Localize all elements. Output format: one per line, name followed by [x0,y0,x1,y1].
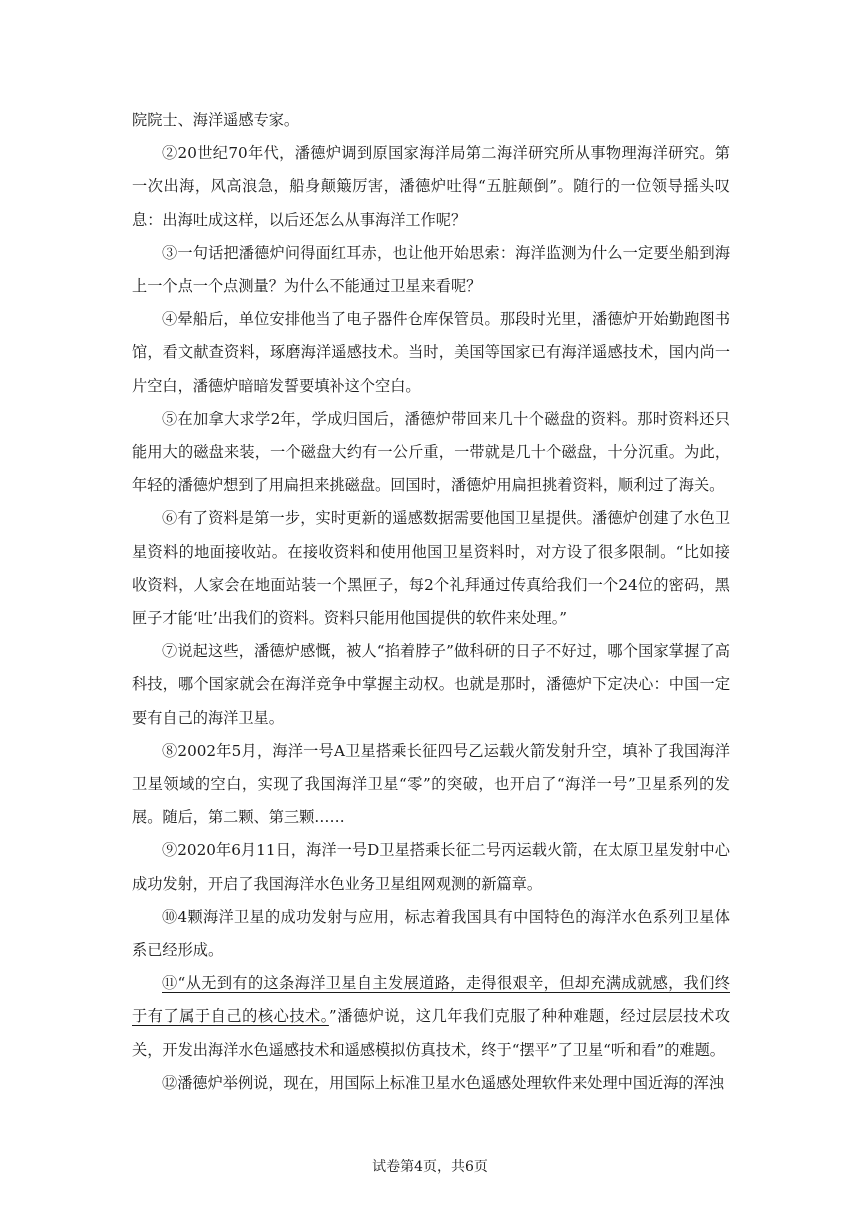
paragraph-continuation: 院院士、海洋遥感专家。 [132,111,300,129]
paragraph-2: ②20世纪70年代，潘德炉调到原国家海洋局第二海洋研究所从事物理海洋研究。第一次出海，风高浪急，船身颠簸厉害，潘德炉吐得“五脏颠倒”。随行的一位领导摇头叹息：出海吐成这样，以后还怎么从事海洋工作呢？ [132,144,730,229]
paragraph-7: ⑦说起这些，潘德炉感慨，被人“掐着脖子”做科研的日子不好过，哪个国家掌握了高科技，哪个国家就会在海洋竞争中掌握主动权。也就是那时，潘德炉下定决心：中国一定要有自己的海洋卫星。 [132,642,730,727]
article-body [132,104,730,1100]
paragraph-3: ③一句话把潘德炉问得面红耳赤，也让他开始思索：海洋监测为什么一定要坐船到海上一个点一个点测量？为什么不能通过卫星来看呢？ [132,243,730,296]
paragraph-10: ⑩4颗海洋卫星的成功发射与应用，标志着我国具有中国特色的海洋水色系列卫星体系已经形成。 [132,907,730,960]
paragraph-6: ⑥有了资料是第一步，实时更新的遥感数据需要他国卫星提供。潘德炉创建了水色卫星资料的地面接收站。在接收资料和使用他国卫星资料时，对方设了很多限制。“比如接收资料，人家会在地面站装一个黑匣子，每2个礼拜通过传真给我们一个24位的密码，黑匣子才能‘吐’出我们的资料。资料只能用他国提供的软件来处理。” [132,509,730,628]
paragraph-11-rest: ”潘德炉说，这几年我们克服了种种难题，经过层层技术攻关，开发出海洋水色遥感技术和遥感模拟仿真技术，终于“摆平”了卫星“听和看”的难题。 [132,1007,730,1059]
paragraph-11 [132,967,730,1067]
paragraph-9: ⑨2020年6月11日，海洋一号D卫星搭乘长征二号丙运载火箭，在太原卫星发射中心成功发射，开启了我国海洋水色业务卫星组网观测的新篇章。 [132,841,730,893]
paragraph-5: ⑤在加拿大求学2年，学成归国后，潘德炉带回来几十个磁盘的资料。那时资料还只能用大的磁盘来装，一个磁盘大约有一公斤重，一带就是几十个磁盘，十分沉重。为此，年轻的潘德炉想到了用扁担来挑磁盘。回国时，潘德炉用扁担挑着资料，顺利过了海关。 [132,409,730,495]
paragraph-4: ④晕船后，单位安排他当了电子器件仓库保管员。那段时光里，潘德炉开始勤跑图书馆，看文献查资料，琢磨海洋遥感技术。当时，美国等国家已有海洋遥感技术，国内尚一片空白，潘德炉暗暗发誓要填补这个空白。 [132,310,730,395]
paragraph-8: ⑧2002年5月，海洋一号A卫星搭乘长征四号乙运载火箭发射升空，填补了我国海洋卫星领域的空白，实现了我国海洋卫星“零”的突破，也开启了“海洋一号”卫星系列的发展。随后，第二颗、第三颗…… [132,741,730,827]
page-footer: 试卷第4页，共6页 [372,1159,488,1175]
paragraph-12: ⑫潘德炉举例说，现在，用国际上标准卫星水色遥感处理软件来处理中国近海的浑浊 [162,1073,724,1092]
underlined-quote: ⑪“从无到有的这条海洋卫星自主发展道路，走得很艰辛，但却充满成就感，我们终于有了属于自己的核心技术。 [132,974,730,1026]
